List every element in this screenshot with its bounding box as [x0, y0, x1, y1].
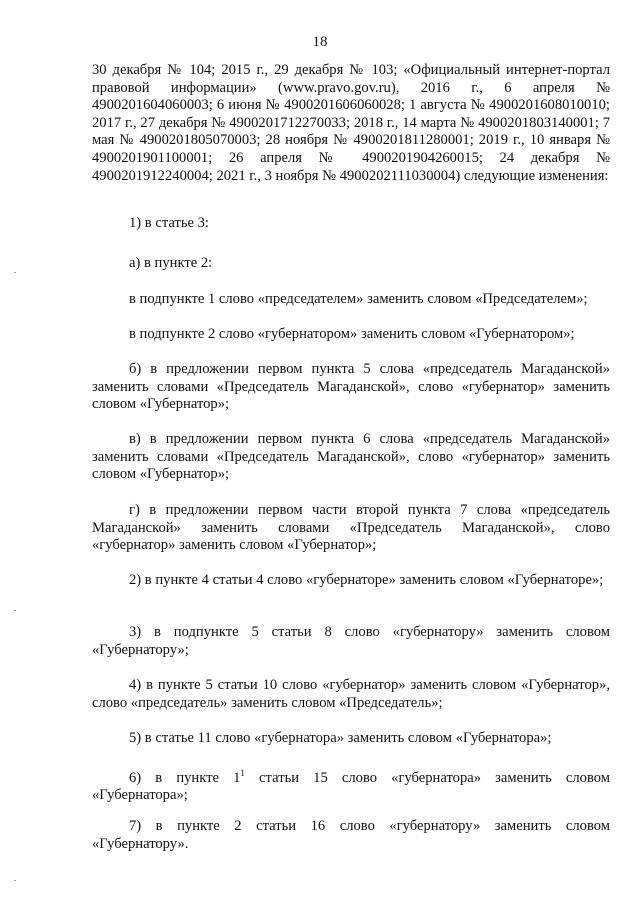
list-item: 3) в подпункте 5 статьи 8 слово «губернатору» заменить словом «Губернатору»; — [92, 624, 610, 658]
superscript: 1 — [240, 768, 245, 778]
list-item: б) в предложении первом пункта 5 слова «председатель Магаданской» заменить словами «Председатель Магаданской», слово «губернатор» заменить словом «Губернатор»; — [92, 361, 610, 413]
list-item: 2) в пункте 4 статьи 4 слово «губернаторе» заменить словом «Губернаторе»; — [129, 572, 604, 588]
list-item: 1) в статье 3: — [129, 215, 209, 231]
list-item-text: 6) в пункте 1 — [129, 769, 241, 786]
scan-mark — [14, 610, 16, 611]
list-item-text: статьи 15 слово «губернатора» заменить словом «Губернатора»; — [92, 769, 610, 804]
intro-paragraph: 30 декабря № 104; 2015 г., 29 декабря № 103; «Официальный интернет-портал правовой информации» (www.pravo.gov.ru), 2016 г., 6 апреля № 4900201604060003; 6 июня № 4900201606060028; 1 августа № 4900201608010010; 2017 г., 27 декабря № 4900201712270033; 2018 г., 14 марта № 4900201803140001; 7 мая № 4900201805070003; 28 ноября № 4900201811280001; 2019 г., 10 января № 4900201901100001; 26 апреля № 4900201904260015; 24 декабря № 4900201912240004; 2021 г., 3 ноября № 4900202111030004) следующие изменения: — [92, 62, 610, 184]
scan-mark — [14, 880, 16, 881]
list-item: 5) в статье 11 слово «губернатора» заменить словом «Губернатора»; — [129, 730, 552, 746]
scan-mark — [14, 272, 16, 273]
page-number: 18 — [312, 34, 328, 50]
list-item: 7) в пункте 2 статьи 16 слово «губернатору» заменить словом «Губернатору». — [92, 818, 610, 852]
list-item: в подпункте 1 слово «председателем» заменить словом «Председателем»; — [129, 291, 588, 307]
list-item: в) в предложении первом пункта 6 слова «председатель Магаданской» заменить словами «Председатель Магаданской», слово «губернатор» заменить словом «Губернатор»; — [92, 431, 610, 483]
list-item: 4) в пункте 5 статьи 10 слово «губернатор» заменить словом «Губернатор», слово «председатель» заменить словом «Председатель»; — [92, 677, 610, 711]
list-item: а) в пункте 2: — [129, 255, 213, 271]
list-item: г) в предложении первом части второй пункта 7 слова «председатель Магаданской» заменить словами «Председатель Магаданской», слово «губернатор» заменить словом «Губернатор»; — [92, 502, 610, 554]
list-item — [92, 765, 610, 805]
list-item: в подпункте 2 слово «губернатором» заменить словом «Губернатором»; — [129, 326, 575, 342]
